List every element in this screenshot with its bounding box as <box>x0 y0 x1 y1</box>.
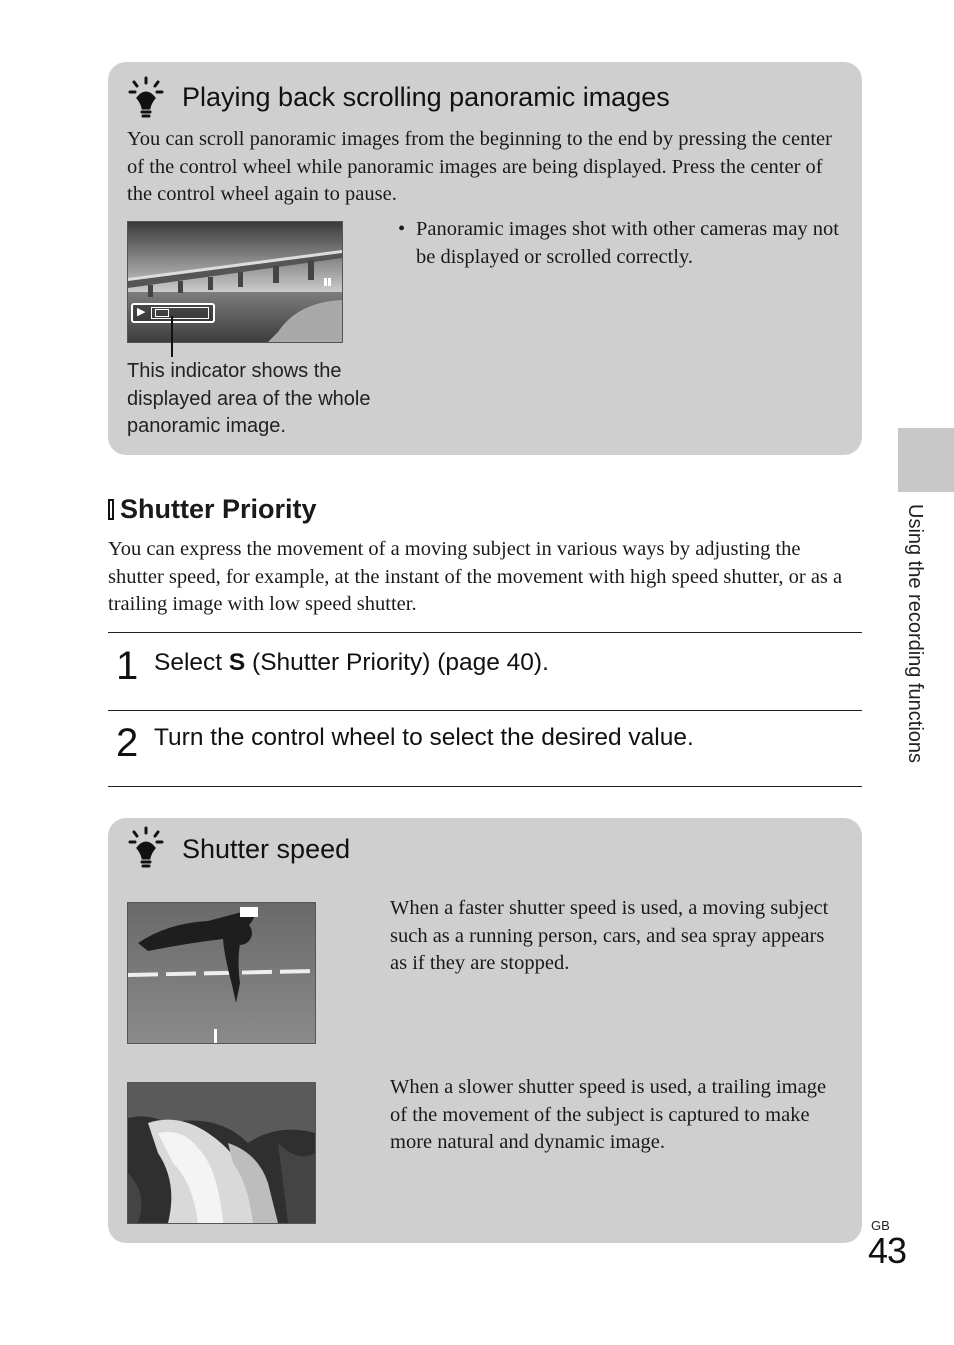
region-code: GB <box>871 1218 890 1233</box>
section-intro: You can express the movement of a moving subject in various ways by adjusting the shutter speed, for example, at the instant of the movement with high speed shutter, or as a trailing image with low speed shutter. <box>108 538 843 615</box>
play-icon: ▶ <box>137 305 146 318</box>
tip-title: Playing back scrolling panoramic images <box>182 82 670 112</box>
tip-box-panorama <box>108 62 862 455</box>
tip-box-shutter-speed <box>108 818 862 1243</box>
hint-lightbulb-icon <box>128 76 164 118</box>
divider <box>108 710 862 711</box>
scroll-position-indicator <box>131 303 215 323</box>
heading-marker-icon <box>108 499 114 520</box>
step-number: 2 <box>116 721 139 765</box>
divider <box>108 632 862 633</box>
step-number: 1 <box>116 644 139 688</box>
divider <box>108 786 862 787</box>
page-number: 43 <box>868 1230 907 1271</box>
slow-shutter-photo <box>127 1082 316 1224</box>
section-heading: Shutter Priority <box>108 494 317 525</box>
tip-title: Shutter speed <box>182 834 351 864</box>
step-text: Select S (Shutter Priority) (page 40). <box>154 649 549 676</box>
indicator-caption: This indicator shows the displayed area of the whole panoramic image. <box>127 360 371 437</box>
section-tab <box>898 428 954 492</box>
slow-shutter-text: When a slower shutter speed is used, a trailing image of the movement of the subject is captured to make more natural and dynamic image. <box>390 1076 827 1153</box>
hint-lightbulb-icon <box>128 826 164 868</box>
callout-line <box>171 316 173 357</box>
note-bullet: • Panoramic images shot with other cameras may not be displayed or scrolled correctly. <box>398 218 839 268</box>
panorama-photo <box>127 221 343 343</box>
fast-shutter-text: When a faster shutter speed is used, a moving subject such as a running person, cars, and sea spray appears as if they are stopped. <box>390 897 829 974</box>
fast-shutter-photo <box>127 902 316 1044</box>
chapter-label: Using the recording functions <box>904 504 926 764</box>
step-text: Turn the control wheel to select the desired value. <box>154 724 694 751</box>
tip-body: You can scroll panoramic images from the beginning to the end by pressing the center of the control wheel while panoramic images are being displayed. Press the center of the control wheel again to pause. <box>127 128 832 205</box>
